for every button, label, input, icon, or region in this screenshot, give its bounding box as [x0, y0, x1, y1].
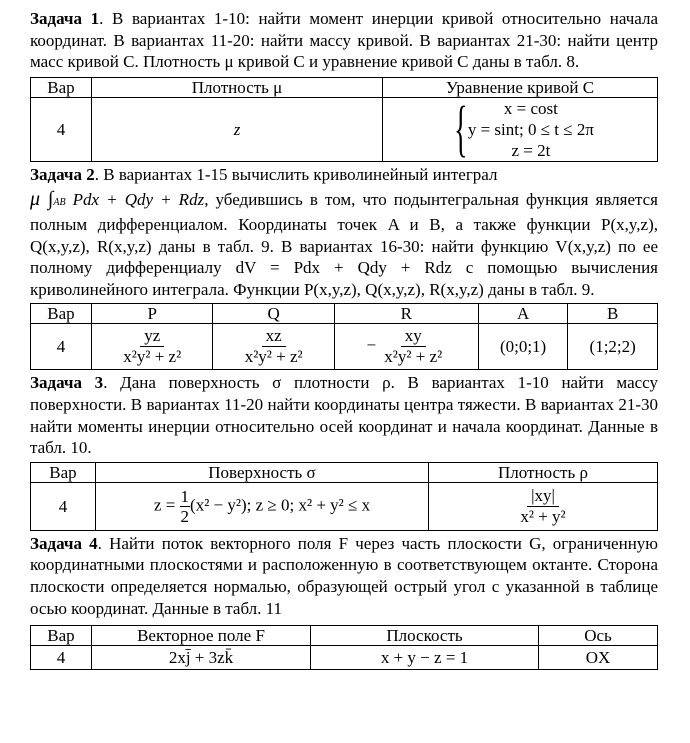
document-page	[30, 8, 658, 672]
density-cell: $\frac{|xy|}{\text{x² + y²}}$	[429, 482, 658, 530]
table-11: Вар Векторное поле F Плоскость Ось 4 2xj̄ + 3zk̄ x + y − z = 1 OX	[30, 625, 658, 670]
A-cell: (0;0;1)	[478, 324, 568, 370]
curve-equation-cell: { x = cost y = sint; 0 ≤ t ≤ 2π z = 2t	[383, 97, 658, 161]
table-9: Вар P Q R A B 4 $\frac{yz}{\text{x²y² + z²}}$ $\frac{xz}{\text{x²y² + z²}}$ − $\frac{xy}{\text{x²y² + z²}}$ (0;0;1) (1;2;2)	[30, 303, 658, 370]
vector-field-cell: 2xj̄ + 3zk̄	[92, 646, 311, 670]
plane-cell: x + y − z = 1	[311, 646, 539, 670]
surface-cell: z = $\frac{1}{2}$ (x² − y²); z ≥ 0; x² + y² ≤ x	[96, 482, 429, 530]
task4-paragraph: Задача 4. Найти поток векторного поля F через часть плоскости G, ограниченную координатными плоскостями и расположенную в соответствующем октанте. Сторона плоскости определяется нормалью, образующей острый угол с указанной в таблице осью координат. Данные в табл. 11	[30, 533, 658, 618]
task2-paragraph-2: μ ∫AB Pdx + Qdy + Rdz, убедившись в том, что подынтегральная функция является полным дифференциалом. Координаты точек A и B, а также функции P(x,y,z), Q(x,y,z), R(x,y,z) даны в табл. 9. В вариантах 16-30: найти функцию V(x,y,z) по ее полному дифференциалу dV = Pdx + Qdy + Rdz с помощью вычисления криволинейного интеграла. Функции P(x,y,z), Q(x,y,z), R(x,y,z) даны в табл. 9.	[30, 188, 658, 299]
var-cell: 4	[31, 97, 92, 161]
density-cell: z	[92, 97, 383, 161]
task2-paragraph-1: Задача 2. В вариантах 1-15 вычислить криволинейный интеграл	[30, 164, 498, 184]
table-10: Вар Поверхность σ Плотность ρ 4 z = $\frac{1}{2}$ (x² − y²); z ≥ 0; x² + y² ≤ x $\frac{|xy|}{\text{x² + y²}}$	[30, 462, 658, 531]
task1-paragraph: Задача 1. В вариантах 1-10: найти момент инерции кривой относительно начала координат. В вариантах 11-20: найти массу кривой. В вариантах 21-30: найти центр масс кривой C. Плотность μ кривой C и уравнение кривой C даны в табл. 8.	[30, 9, 658, 72]
axis-cell: OX	[539, 646, 658, 670]
task3-paragraph: Задача 3. Дана поверхность σ плотности ρ. В вариантах 1-10 найти массу поверхности. В вариантах 11-20 найти координаты центра тяжести. В вариантах 21-30 найти моменты инерции относительно осей координат и начала координат. Данные в табл. 10.	[30, 373, 658, 458]
task1-title: Задача 1	[30, 9, 100, 28]
P-cell: $\frac{yz}{\text{x²y² + z²}}$	[92, 324, 213, 370]
B-cell: (1;2;2)	[568, 324, 658, 370]
table-8: Вар Плотность μ Уравнение кривой C 4 z { x = cost y = sint; 0 ≤ t ≤ 2π z = 2t	[30, 77, 658, 162]
R-cell: − $\frac{xy}{\text{x²y² + z²}}$	[334, 324, 478, 370]
Q-cell: $\frac{xz}{\text{x²y² + z²}}$	[213, 324, 334, 370]
